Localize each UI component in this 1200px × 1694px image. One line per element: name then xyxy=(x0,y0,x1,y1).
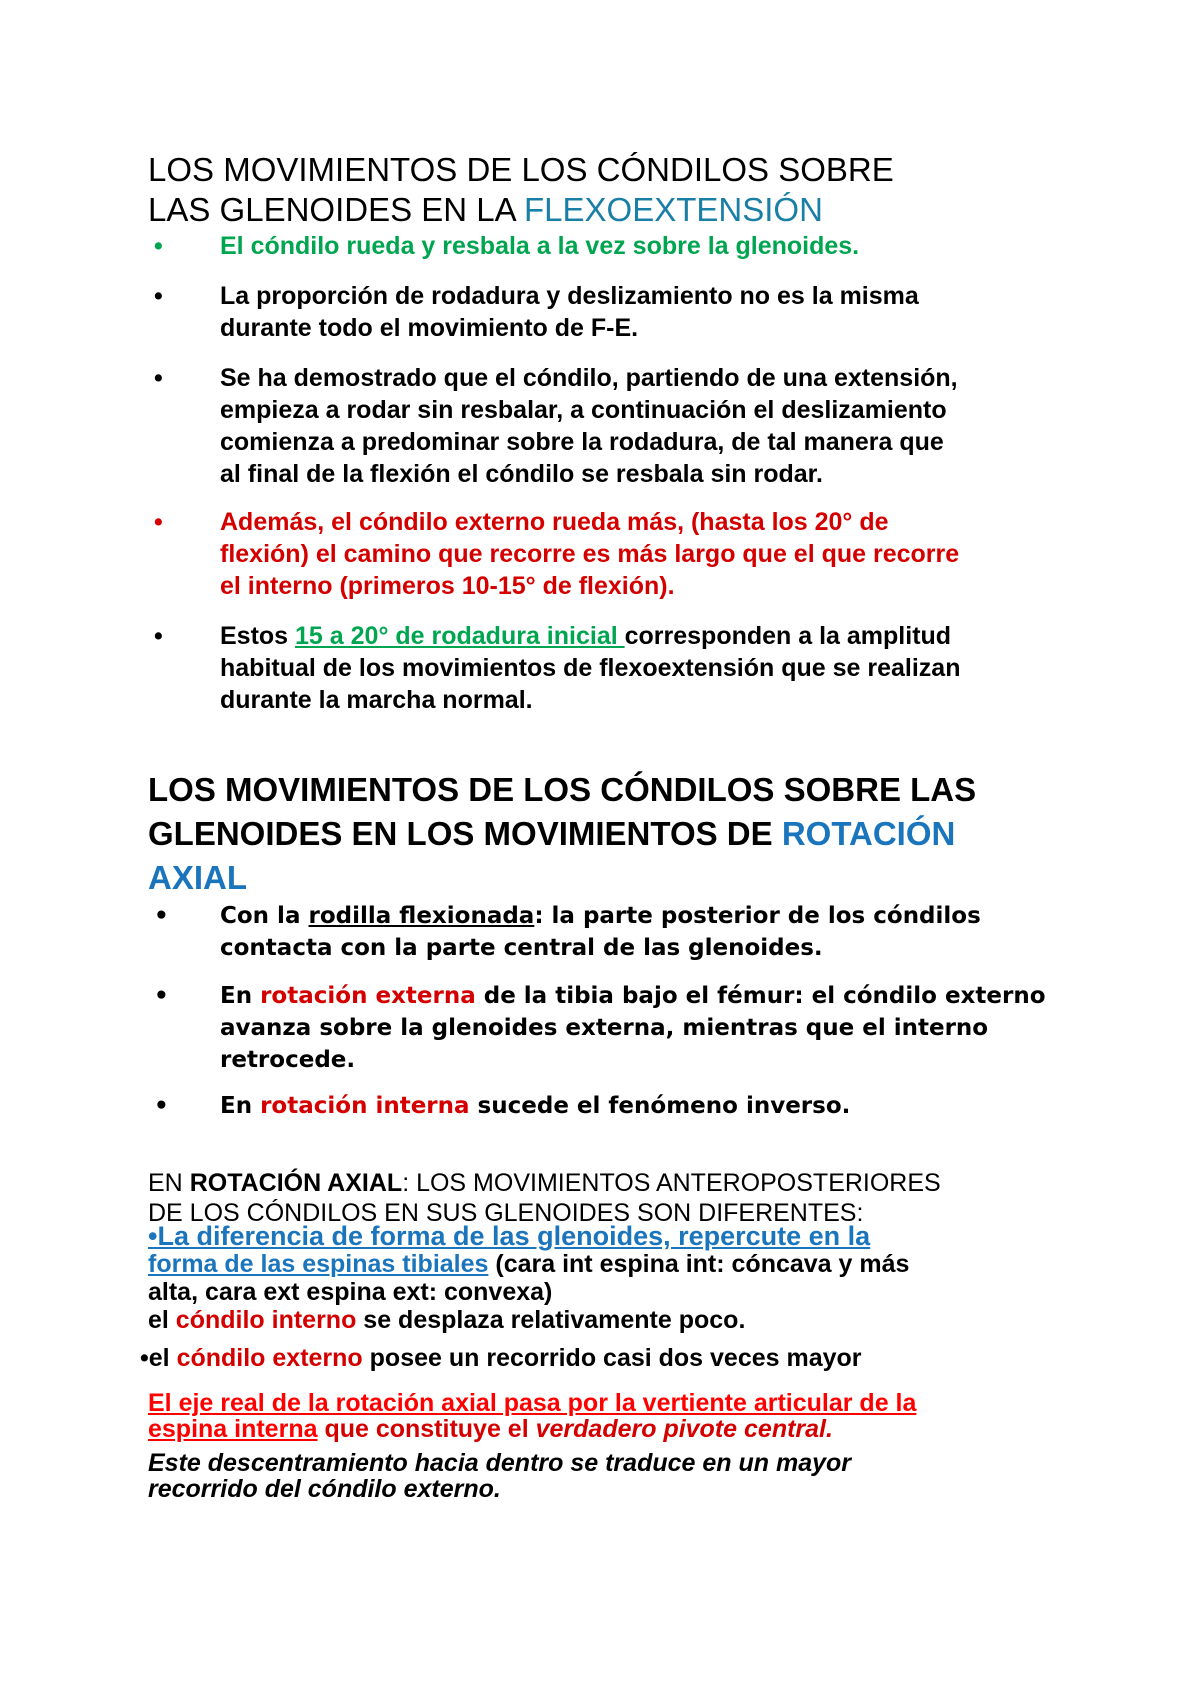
list-item: • Además, el cóndilo externo rueda más, (hasta los 20° de flexión) el camino que recorre es más largo que el que recorre el interno (primeros 10-15° de flexión). xyxy=(154,508,960,600)
axial-highlight: AXIAL xyxy=(148,859,247,896)
eje-real-text: El eje real de la rotación axial pasa por la vertiente articular de la espina interna que constituye el verdadero pivote central. xyxy=(148,1389,917,1443)
section1-bullet-list-4 xyxy=(148,506,1088,602)
section1-bullet-list-3 xyxy=(148,362,1088,490)
diferencia-glenoides-text: •La diferencia de forma de las glenoides, repercute en la forma de las espinas tibiales (cara int espina int: cóncava y más alta, cara ext espina ext: convexa) xyxy=(148,1221,910,1306)
list-item: • El cóndilo rueda y resbala a la vez sobre la glenoides. xyxy=(154,232,860,260)
section1-bullet-list xyxy=(148,230,1088,262)
section1-bullet-list-5 xyxy=(148,620,1088,716)
section1-bullet-list-2 xyxy=(148,280,1088,344)
bullet-icon: • xyxy=(154,508,163,536)
condilo-externo-line: •el cóndilo externo posee un recorrido casi dos veces mayor xyxy=(140,1344,862,1372)
rodadura-inicial-link[interactable]: 15 a 20° de rodadura inicial xyxy=(295,622,625,650)
section1-title xyxy=(148,150,1108,230)
bullet-icon: • xyxy=(154,364,163,392)
bullet-icon: • xyxy=(154,903,169,929)
section2-bullet-list xyxy=(148,900,1088,964)
bullet-icon: • xyxy=(154,622,163,650)
bullet-icon: • xyxy=(154,1093,169,1119)
bullet-icon: • xyxy=(154,232,163,260)
section2-bullet-list-2 xyxy=(148,980,1088,1076)
list-item: • En rotación externa de la tibia bajo el fémur: el cóndilo externo avanza sobre la glenoides externa, mientras que el interno retrocede. xyxy=(148,980,1088,1076)
section1-title-line1: LOS MOVIMIENTOS DE LOS CÓNDILOS SOBRE xyxy=(148,151,894,188)
list-item: • Con la rodilla flexionada: la parte posterior de los cóndilos contacta con la parte central de las glenoides. xyxy=(148,900,1088,964)
condilo-interno-line: el cóndilo interno se desplaza relativamente poco. xyxy=(148,1306,746,1334)
section1-title-line2: LAS GLENOIDES EN LA FLEXOEXTENSIÓN xyxy=(148,191,823,228)
list-item: • La proporción de rodadura y deslizamiento no es la misma durante todo el movimiento de F-E. xyxy=(154,282,919,342)
bullet-icon: • xyxy=(154,983,169,1009)
list-item: • Se ha demostrado que el cóndilo, partiendo de una extensión, empieza a rodar sin resbalar, a continuación el deslizamiento comienza a predominar sobre la rodadura, de tal manera que al final de la flexión el cóndilo se resbala sin rodar. xyxy=(154,364,958,488)
list-item: • En rotación interna sucede el fenómeno inverso. xyxy=(148,1090,1088,1122)
section2-bullet-list-3 xyxy=(148,1090,1088,1122)
list-item: • Estos 15 a 20° de rodadura inicial corresponden a la amplitud habitual de los movimientos de flexoextensión que se realizan durante la marcha normal. xyxy=(154,622,961,714)
section2-title: LOS MOVIMIENTOS DE LOS CÓNDILOS SOBRE LAS GLENOIDES EN LOS MOVIMIENTOS DE ROTACIÓN AXIAL xyxy=(148,768,1108,900)
rotacion-axial-intro: EN ROTACIÓN AXIAL: LOS MOVIMIENTOS ANTEROPOSTERIORES DE LOS CÓNDILOS EN SUS GLENOIDES SON DIFERENTES: xyxy=(148,1169,941,1227)
rotacion-highlight: ROTACIÓN xyxy=(781,815,956,852)
bullet-icon: • xyxy=(154,282,163,310)
flexoextension-highlight: FLEXOEXTENSIÓN xyxy=(524,191,823,228)
descentramiento-text: Este descentramiento hacia dentro se traduce en un mayor recorrido del cóndilo externo. xyxy=(148,1449,852,1503)
